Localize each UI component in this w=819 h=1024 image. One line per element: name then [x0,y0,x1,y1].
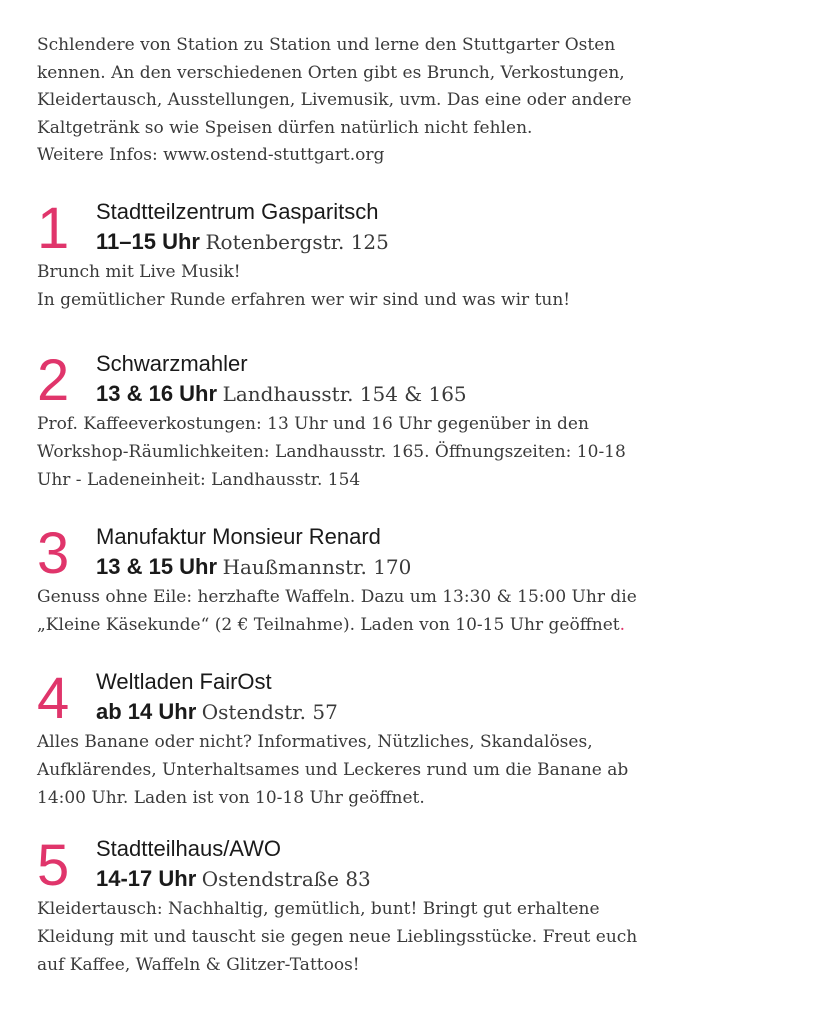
description-line: Aufklärendes, Unterhaltsames und Leckeres rund um die Banane ab [37,760,629,780]
description-line: In gemütlicher Runde erfahren wer wir sind und was wir tun! [37,290,571,310]
station-description [37,895,807,979]
description-line: auf Kaffee, Waffeln & Glitzer-Tattoos! [37,955,360,975]
intro-line: Kaltgetränk so wie Speisen dürfen natürlich nicht fehlen. [37,117,533,138]
description-line: Workshop-Räumlichkeiten: Landhausstr. 165. Öffnungszeiten: 10-18 [37,442,626,462]
station-time-address [96,553,411,581]
station-name: Weltladen FairOst [96,669,272,694]
station-description [37,728,807,812]
station-description [37,583,807,639]
station-time: 14-17 Uhr [96,866,197,891]
station-name: Manufaktur Monsieur Renard [96,524,381,549]
station-name: Stadtteilzentrum Gasparitsch [96,199,379,224]
station-number: 1 [37,196,70,261]
description-line [37,611,807,639]
station-description [37,410,807,494]
station-description [37,258,807,314]
station-time: 13 & 15 Uhr [96,554,218,579]
station-time: 13 & 16 Uhr [96,381,218,406]
station-address: Ostendstr. 57 [201,700,338,724]
station-number: 5 [37,833,70,898]
description-line: Alles Banane oder nicht? Informatives, Nützliches, Skandalöses, [37,732,593,752]
description-line: Brunch mit Live Musik! [37,262,241,282]
intro-line: Schlendere von Station zu Station und lerne den Stuttgarter Osten [37,35,616,55]
description-line: Kleidertausch: Nachhaltig, gemütlich, bunt! Bringt gut erhaltene [37,899,600,919]
station-address: Haußmannstr. 170 [222,555,412,579]
description-line: 14:00 Uhr. Laden ist von 10-18 Uhr geöffnet. [37,788,425,808]
station-name: Stadtteilhaus/AWO [96,836,282,861]
description-text: „Kleine Käsekunde“ (2 € Teilnahme). Laden von 10-15 Uhr geöffnet [37,615,620,635]
intro-text [37,32,797,170]
station-number: 3 [37,521,70,586]
station-time-address [96,380,467,408]
station-time-address [96,698,338,726]
description-line: Genuss ohne Eile: herzhafte Waffeln. Dazu um 13:30 & 15:00 Uhr die [37,587,637,607]
station-number: 2 [37,348,70,413]
intro-website-line: Weitere Infos: www.ostend-stuttgart.org [37,145,385,165]
station-name: Schwarzmahler [96,351,248,376]
station-time-address [96,865,371,893]
description-line: Kleidung mit und tauscht sie gegen neue Lieblingsstücke. Freut euch [37,927,638,947]
station-address: Rotenbergstr. 125 [205,230,389,254]
intro-line: Kleidertausch, Ausstellungen, Livemusik, uvm. Das eine oder andere [37,90,632,110]
station-time-address [96,228,389,256]
description-line: Uhr - Ladeneinheit: Landhausstr. 154 [37,470,361,490]
station-address: Ostendstraße 83 [201,867,371,891]
intro-line: kennen. An den verschiedenen Orten gibt es Brunch, Verkostungen, [37,62,625,83]
station-number: 4 [37,666,70,731]
station-address: Landhausstr. 154 & 165 [222,382,467,406]
station-time: 11–15 Uhr [96,229,200,254]
station-time: ab 14 Uhr [96,699,197,724]
description-line: Prof. Kaffeeverkostungen: 13 Uhr und 16 Uhr gegenüber in den [37,414,589,434]
accent-period: . [619,615,626,635]
